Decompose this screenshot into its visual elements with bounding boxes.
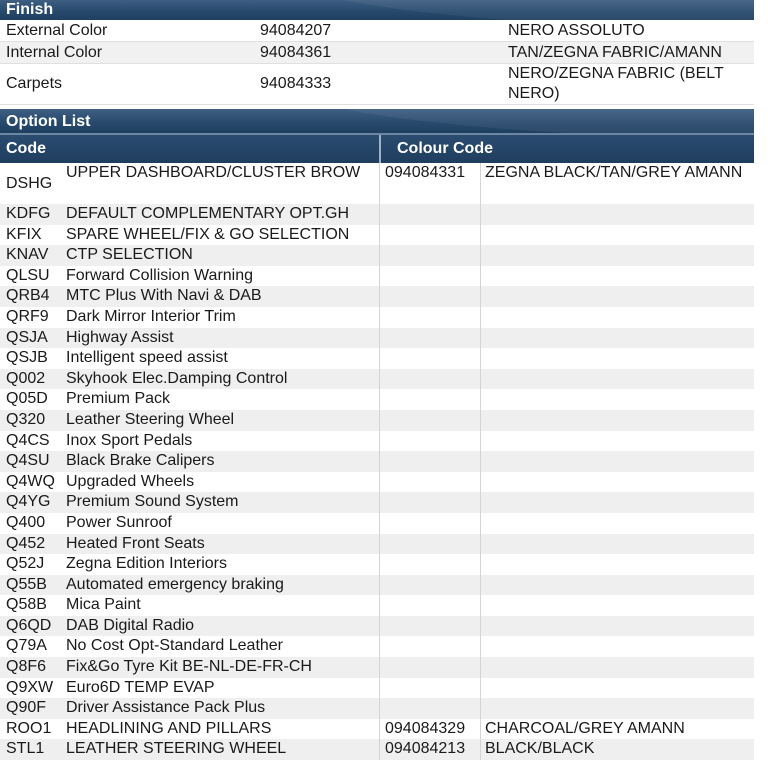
option-colour-name: [481, 678, 754, 699]
column-header-code: Code: [0, 135, 381, 163]
option-colour-name: [481, 286, 754, 307]
option-code: Q4WQ: [6, 472, 55, 490]
option-row: [0, 204, 754, 225]
option-code: Q90F: [6, 699, 47, 717]
option-colour-name: [481, 389, 754, 410]
option-colour-code: [380, 657, 481, 678]
finish-row-internal-color: [0, 42, 754, 64]
finish-code: 94084333: [260, 75, 332, 92]
option-description: Driver Assistance Pack Plus: [66, 698, 380, 719]
option-code: Q4SU: [6, 452, 50, 470]
option-colour-name: [481, 348, 754, 369]
option-row: [0, 225, 754, 246]
option-colour-code: [380, 410, 481, 431]
option-code: QRF9: [6, 307, 49, 325]
option-colour-name: [481, 431, 754, 452]
option-description: Inox Sport Pedals: [66, 431, 380, 452]
option-code: KDFG: [6, 205, 51, 222]
option-row: [0, 492, 754, 513]
option-description: Automated emergency braking: [66, 575, 380, 596]
option-description: MTC Plus With Navi & DAB: [66, 286, 380, 307]
option-code: Q4CS: [6, 431, 50, 449]
option-list-section-header: [0, 109, 754, 133]
option-description: Heated Front Seats: [66, 534, 380, 555]
option-colour-name: [481, 657, 754, 678]
option-row: [0, 513, 754, 534]
option-row: [0, 307, 754, 328]
finish-row-external-color: [0, 20, 754, 42]
option-colour-name: [481, 492, 754, 513]
option-description: LEATHER STEERING WHEEL: [66, 739, 380, 760]
option-row: [0, 389, 754, 410]
option-description: Premium Pack: [66, 389, 380, 410]
option-code: QSJA: [6, 328, 48, 346]
option-row: [0, 616, 754, 637]
option-row: [0, 678, 754, 699]
option-colour-name: [481, 204, 754, 225]
option-description: Highway Assist: [66, 328, 380, 349]
option-table-header: [0, 133, 754, 163]
option-description: Black Brake Calipers: [66, 451, 380, 472]
option-code: Q79A: [6, 637, 47, 655]
option-code: STL1: [6, 740, 45, 758]
option-colour-code: [380, 307, 481, 328]
option-colour-code: [380, 389, 481, 410]
option-colour-code: [380, 698, 481, 719]
option-colour-name: [481, 698, 754, 719]
option-colour-code: [380, 534, 481, 555]
option-description: Intelligent speed assist: [66, 348, 380, 369]
option-colour-code: 094084329: [380, 719, 481, 740]
option-row: [0, 739, 754, 760]
option-colour-code: [380, 595, 481, 616]
option-code: QSJB: [6, 349, 48, 367]
option-colour-name: [481, 472, 754, 493]
option-colour-name: CHARCOAL/GREY AMANN: [485, 719, 685, 737]
option-description: No Cost Opt-Standard Leather: [66, 636, 380, 657]
option-code: Q4YG: [6, 493, 51, 511]
option-code: Q9XW: [6, 678, 54, 696]
option-row: [0, 595, 754, 616]
option-colour-code: [380, 472, 481, 493]
option-row: [0, 451, 754, 472]
option-description: Skyhook Elec.Damping Control: [66, 369, 380, 390]
option-colour-code: [380, 348, 481, 369]
option-colour-name: [481, 410, 754, 431]
option-description: HEADLINING AND PILLARS: [66, 719, 380, 740]
column-header-colour-code: Colour Code: [397, 140, 493, 157]
option-colour-code: [380, 513, 481, 534]
option-colour-name: [481, 328, 754, 349]
option-row: [0, 163, 754, 204]
option-colour-name: [481, 307, 754, 328]
option-row: [0, 245, 754, 266]
option-colour-name: [481, 513, 754, 534]
option-code: Q6QD: [6, 616, 52, 634]
option-colour-name: [481, 225, 754, 246]
option-row: [0, 348, 754, 369]
option-code: QRB4: [6, 287, 50, 305]
option-description: DEFAULT COMPLEMENTARY OPT.GH: [66, 204, 380, 225]
option-colour-name: [481, 534, 754, 555]
option-row: [0, 719, 754, 740]
option-colour-code: [380, 678, 481, 699]
option-list-title: Option List: [6, 113, 91, 130]
option-code: Q55B: [6, 575, 47, 593]
option-description: CTP SELECTION: [66, 245, 380, 266]
finish-label: External Color: [6, 22, 108, 39]
option-description: Euro6D TEMP EVAP: [66, 678, 380, 699]
option-description: Dark Mirror Interior Trim: [66, 307, 380, 328]
finish-code: 94084207: [260, 22, 332, 39]
option-code: Q8F6: [6, 658, 47, 676]
option-colour-code: [380, 616, 481, 637]
option-colour-code: [380, 492, 481, 513]
option-colour-name: [481, 451, 754, 472]
option-colour-code: [380, 225, 481, 246]
finish-value: NERO/ZEGNA FABRIC (BELT NERO): [508, 65, 724, 102]
option-description: Mica Paint: [66, 595, 380, 616]
option-colour-name: [481, 266, 754, 287]
option-colour-code: 094084331: [380, 163, 481, 204]
option-colour-name: ZEGNA BLACK/TAN/GREY AMANN: [485, 164, 743, 181]
option-row: [0, 534, 754, 555]
option-colour-code: [380, 328, 481, 349]
option-description: UPPER DASHBOARD/CLUSTER BROW: [66, 163, 380, 204]
finish-row-carpets: [0, 64, 754, 105]
option-row: [0, 554, 754, 575]
option-code: Q05D: [6, 390, 48, 408]
option-code: Q400: [6, 513, 46, 531]
option-colour-code: [380, 554, 481, 575]
option-code: Q452: [6, 534, 46, 552]
option-colour-code: [380, 636, 481, 657]
option-description: SPARE WHEEL/FIX & GO SELECTION: [66, 225, 380, 246]
finish-code: 94084361: [260, 44, 332, 61]
option-colour-code: [380, 204, 481, 225]
option-description: DAB Digital Radio: [66, 616, 380, 637]
option-description: Power Sunroof: [66, 513, 380, 534]
option-code: DSHG: [6, 175, 53, 192]
option-description: Upgraded Wheels: [66, 472, 380, 493]
option-colour-name: [481, 575, 754, 596]
option-colour-code: [380, 369, 481, 390]
option-colour-code: [380, 575, 481, 596]
option-colour-name: [481, 595, 754, 616]
finish-label: Carpets: [6, 75, 63, 92]
option-colour-name: BLACK/BLACK: [485, 740, 595, 758]
option-colour-name: [481, 369, 754, 390]
option-colour-code: 094084213: [380, 739, 481, 760]
finish-value: NERO ASSOLUTO: [508, 22, 645, 39]
option-colour-code: [380, 266, 481, 287]
option-colour-name: [481, 636, 754, 657]
option-description: Leather Steering Wheel: [66, 410, 380, 431]
finish-table: [0, 20, 754, 105]
option-code: ROO1: [6, 719, 52, 737]
option-colour-name: [481, 245, 754, 266]
option-row: [0, 431, 754, 452]
option-colour-code: [380, 451, 481, 472]
option-row: [0, 286, 754, 307]
option-description: Premium Sound System: [66, 492, 380, 513]
option-row: [0, 410, 754, 431]
option-row: [0, 657, 754, 678]
option-colour-code: [380, 431, 481, 452]
option-code: Q58B: [6, 596, 47, 614]
finish-title: Finish: [6, 1, 54, 18]
option-colour-name: [481, 616, 754, 637]
option-code: KNAV: [6, 246, 49, 264]
option-table-body: [0, 163, 754, 760]
finish-section-header: [0, 0, 754, 20]
option-row: [0, 472, 754, 493]
option-description: Zegna Edition Interiors: [66, 554, 380, 575]
option-row: [0, 575, 754, 596]
option-description: Fix&Go Tyre Kit BE-NL-DE-FR-CH: [66, 657, 380, 678]
finish-label: Internal Color: [6, 44, 103, 61]
option-colour-code: [380, 286, 481, 307]
option-row: [0, 636, 754, 657]
option-row: [0, 698, 754, 719]
option-code: Q320: [6, 410, 46, 428]
option-row: [0, 328, 754, 349]
option-code: KFIX: [6, 225, 42, 243]
option-code: Q52J: [6, 555, 45, 573]
option-code: QLSU: [6, 266, 50, 284]
option-colour-code: [380, 245, 481, 266]
finish-value: TAN/ZEGNA FABRIC/AMANN: [508, 44, 722, 61]
option-code: Q002: [6, 369, 46, 387]
option-description: Forward Collision Warning: [66, 266, 380, 287]
option-row: [0, 369, 754, 390]
option-row: [0, 266, 754, 287]
option-colour-name: [481, 554, 754, 575]
